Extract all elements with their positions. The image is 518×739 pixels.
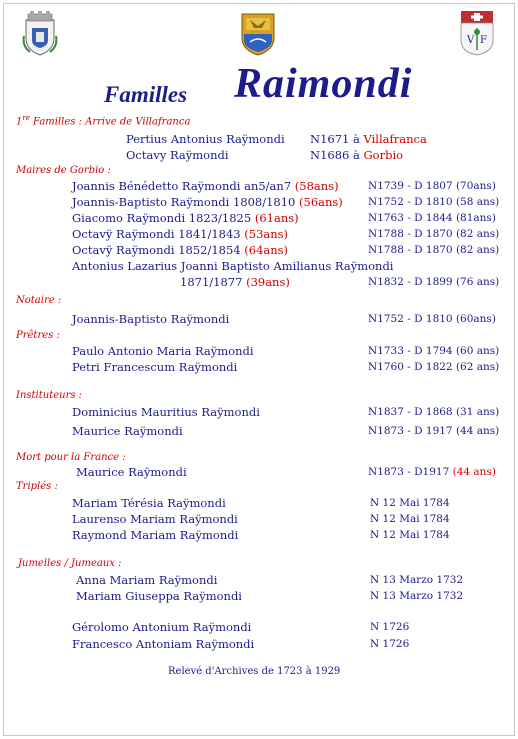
- list-item: Paulo Antonio Maria Raÿmondi: [72, 344, 254, 358]
- list-item-dates: N1788 - D 1870 (82 ans): [368, 228, 500, 240]
- list-item: Octavÿ Raÿmondi 1841/1843 (53ans): [72, 227, 289, 241]
- list-item-dates: N1873 - D1917 (44 ans): [368, 466, 496, 478]
- title-raimondi: Raimondi: [234, 61, 413, 107]
- list-item-dates: N 12 Mai 1784: [370, 513, 450, 525]
- crest-letter-v: V: [467, 35, 475, 46]
- list-item: Gérolomo Antonium Raÿmondi: [72, 620, 252, 634]
- list-item-dates: N1752 - D 1810 (58 ans): [368, 196, 500, 208]
- list-item-dates: N 13 Marzo 1732: [370, 590, 464, 602]
- list-item: Raymond Mariam Raÿmondi: [72, 528, 239, 542]
- list-item: Octavÿ Raÿmondi 1852/1854 (64ans): [72, 243, 289, 257]
- list-item-dates: N1873 - D 1917 (44 ans): [368, 425, 500, 437]
- list-item-years: 1871/1877 (39ans): [180, 275, 290, 289]
- list-item: Maurice Raÿmondi: [72, 424, 183, 438]
- list-item: Francesco Antoniam Raÿmondi: [72, 637, 255, 651]
- list-item-dates: N1832 - D 1899 (76 ans): [368, 276, 500, 288]
- list-item-dates: N 13 Marzo 1732: [370, 574, 464, 586]
- list-item: Laurenso Mariam Raÿmondi: [72, 512, 238, 526]
- section-label-number: 1: [16, 116, 23, 128]
- list-item-info: N1671 à Villafranca: [310, 132, 427, 146]
- list-item-dates: N1733 - D 1794 (60 ans): [368, 345, 500, 357]
- section-pretres: Prêtres :: [16, 330, 60, 341]
- title-familles: Familles: [104, 82, 188, 107]
- section-label-rest: Familles : Arrive de: [29, 116, 136, 128]
- footer-releve: Relevé d'Archives de 1723 à 1929: [168, 666, 341, 677]
- list-item: Mariam Giuseppa Raÿmondi: [76, 589, 242, 603]
- list-item-dates: N 1726: [370, 638, 410, 650]
- list-item-dates: N1788 - D 1870 (82 ans): [368, 244, 500, 256]
- list-item-info: N1686 à Gorbio: [310, 148, 404, 162]
- section-maires: Maires de Gorbio :: [16, 165, 111, 176]
- list-item: Mariam Térésia Raÿmondi: [72, 496, 226, 510]
- list-item-dates: N1837 - D 1868 (31 ans): [368, 406, 500, 418]
- section-triples: Triplés :: [16, 481, 58, 492]
- list-item: Dominicius Mauritius Raÿmondi: [72, 405, 260, 419]
- crest-letter-f: F: [480, 35, 487, 46]
- section-notaire: Notaire :: [16, 295, 62, 306]
- list-item-dates: N1760 - D 1822 (62 ans): [368, 361, 500, 373]
- crest-left-icon: [22, 10, 58, 56]
- list-item: Petri Francescum Raÿmondi: [72, 360, 238, 374]
- section-label-place: Villafranca: [135, 116, 191, 128]
- list-item-dates: N 1726: [370, 621, 410, 633]
- list-item: Pertius Antonius Raÿmondi: [126, 132, 285, 146]
- list-item-dates: N1752 - D 1810 (60ans): [368, 313, 496, 325]
- list-item-dates: N 12 Mai 1784: [370, 529, 450, 541]
- list-item-dates: N1739 - D 1807 (70ans): [368, 180, 496, 192]
- section-premieres-familles: [16, 114, 190, 127]
- section-label-sup: re: [22, 114, 30, 122]
- section-mort: Mort pour la France :: [16, 452, 126, 463]
- crest-center-icon: [240, 10, 276, 56]
- list-item: Maurice Raÿmondi: [76, 465, 187, 479]
- list-item: Anna Mariam Raÿmondi: [76, 573, 218, 587]
- list-item: Giacomo Raÿmondi 1823/1825 (61ans): [72, 211, 299, 225]
- list-item: Joannis-Baptisto Raÿmondi 1808/1810 (56ans): [72, 195, 343, 209]
- section-jumelles: Jumelles / Jumeaux :: [18, 558, 122, 569]
- list-item: Joannis-Baptisto Raÿmondi: [72, 312, 230, 326]
- list-item: Joannis Bénédetto Raÿmondi an5/an7 (58ans): [72, 179, 339, 193]
- list-item-dates: N 12 Mai 1784: [370, 497, 450, 509]
- crest-right-icon: [459, 10, 495, 56]
- list-item: Antonius Lazarius Joanni Baptisto Amilianus Raÿmondi: [72, 259, 394, 273]
- list-item-dates: N1763 - D 1844 (81ans): [368, 212, 496, 224]
- section-instituteurs: Instituteurs :: [16, 390, 83, 401]
- list-item: Octavy Raÿmondi: [126, 148, 229, 162]
